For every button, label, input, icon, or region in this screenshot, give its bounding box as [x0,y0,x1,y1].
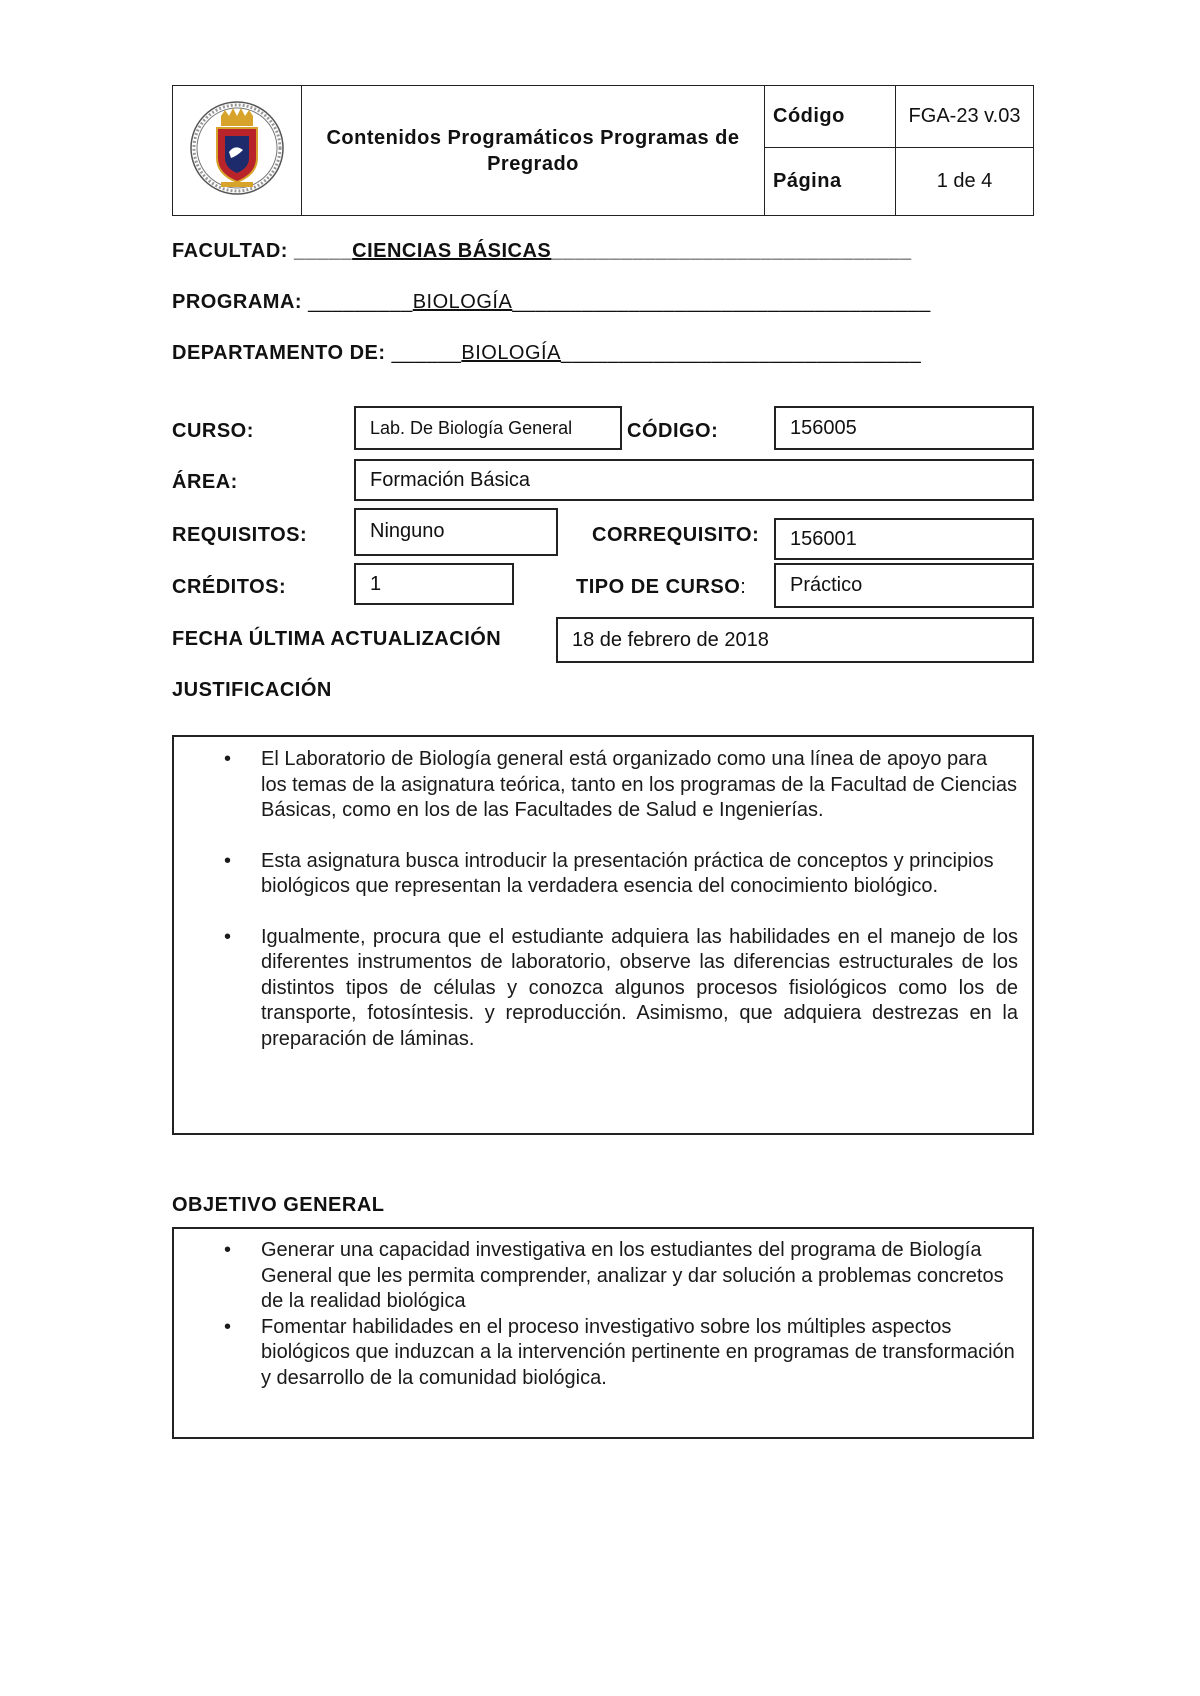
department-value: BIOLOGÍA [461,342,561,364]
course-type-label: TIPO DE CURSO: [576,576,747,598]
justification-list [174,747,1032,1052]
justification-text-1: El Laboratorio de Biología general está organizado como una línea de apoyo para los temas de la asignatura teórica, tanto en los programas de la Facultad de Ciencias Básicas, como en los de las Facultades de Salud e Ingenierías. [261,748,1017,821]
last-update-box [556,617,1034,663]
requirements-value-box [354,508,558,556]
objective-text-2: Fomentar habilidades en el proceso investigativo sobre los múltiples aspectos biológicos que induzcan a la intervención pertinente en programas de transformación y desarrollo de la comunidad biológica. [261,1315,1015,1389]
list-item [174,1238,1032,1315]
area-value-box [354,459,1034,501]
faculty-prefix: _____ [287,240,353,262]
department-label: DEPARTAMENTO DE: [172,342,386,364]
area-label: ÁREA: [172,471,238,493]
program-line [172,291,931,314]
logo-cell [173,86,302,216]
course-value-box [354,406,622,450]
objective-text-1: Generar una capacidad investigativa en los estudiantes del programa de Biología General que les permita comprender, analizar y dar solución a problemas concretos de la realidad biológica [261,1239,1004,1312]
list-item [174,1315,1032,1392]
page-value: 1 de 4 [896,148,1034,216]
justification-panel [172,735,1034,1135]
bullet-icon: • [224,1239,232,1261]
justification-text-3: Igualmente, procura que el estudiante adquiera las habilidades en el manejo de los diferentes instrumentos de laboratorio, observe las diferencias estructurales de los distintos tipos de células y conozca algunos procesos fisiológicos como los de transporte, fotosíntesis. y reproducción. Asimismo, que adquiera destrezas en la preparación de láminas. [261,925,1018,1050]
objective-list [174,1238,1032,1391]
code-field-value: 156005 [790,416,857,439]
course-label: CURSO: [172,420,254,442]
department-line [172,342,921,365]
corequisite-value-box [774,518,1034,560]
requirements-value: Ninguno [370,520,445,542]
area-value: Formación Básica [370,468,531,491]
list-item [174,747,1032,824]
corequisite-label: CORREQUISITO: [592,524,760,546]
code-field-box [774,406,1034,450]
university-seal-logo [173,86,301,210]
department-suffix: _______________________________ [560,342,922,364]
last-update-value: 18 de febrero de 2018 [572,628,769,651]
requirements-label: REQUISITOS: [172,524,308,546]
justification-text-2: Esta asignatura busca introducir la presentación práctica de conceptos y principios biológicos que representan la verdadera esencia del conocimiento biológico. [261,849,994,897]
bullet-icon: • [224,1315,232,1338]
objective-panel [172,1227,1034,1439]
program-value: BIOLOGÍA [412,291,513,313]
program-label: PROGRAMA: [172,291,303,313]
faculty-label: FACULTAD: [172,240,288,262]
course-type-value: Práctico [790,574,863,596]
credits-label: CRÉDITOS: [172,576,287,598]
faculty-suffix: _______________________________ [551,240,912,262]
objective-heading: OBJETIVO GENERAL [172,1194,385,1216]
last-update-label: FECHA ÚLTIMA ACTUALIZACIÓN [172,628,502,650]
list-item [174,925,1032,1053]
credits-value: 1 [370,572,382,595]
page-label: Página [765,148,896,216]
bullet-icon: • [224,748,232,770]
bullet-icon: • [224,925,232,948]
document-header [172,85,1034,216]
course-type-box [774,563,1034,608]
course-value: Lab. De Biología General [370,417,573,438]
code-value: FGA-23 v.03 [896,86,1034,148]
corequisite-value: 156001 [790,527,857,550]
code-field-label: CÓDIGO: [627,420,719,442]
document-title: Contenidos Programáticos Programas de Pregrado [302,86,765,216]
department-prefix: ______ [385,342,462,364]
faculty-value: CIENCIAS BÁSICAS [352,240,552,262]
faculty-line [172,240,912,263]
program-prefix: _________ [302,291,413,313]
list-item [174,849,1032,900]
program-suffix: ____________________________________ [512,291,931,313]
credits-value-box [354,563,514,605]
bullet-icon: • [224,849,232,872]
justification-heading: JUSTIFICACIÓN [172,679,332,701]
code-label: Código [765,86,896,148]
